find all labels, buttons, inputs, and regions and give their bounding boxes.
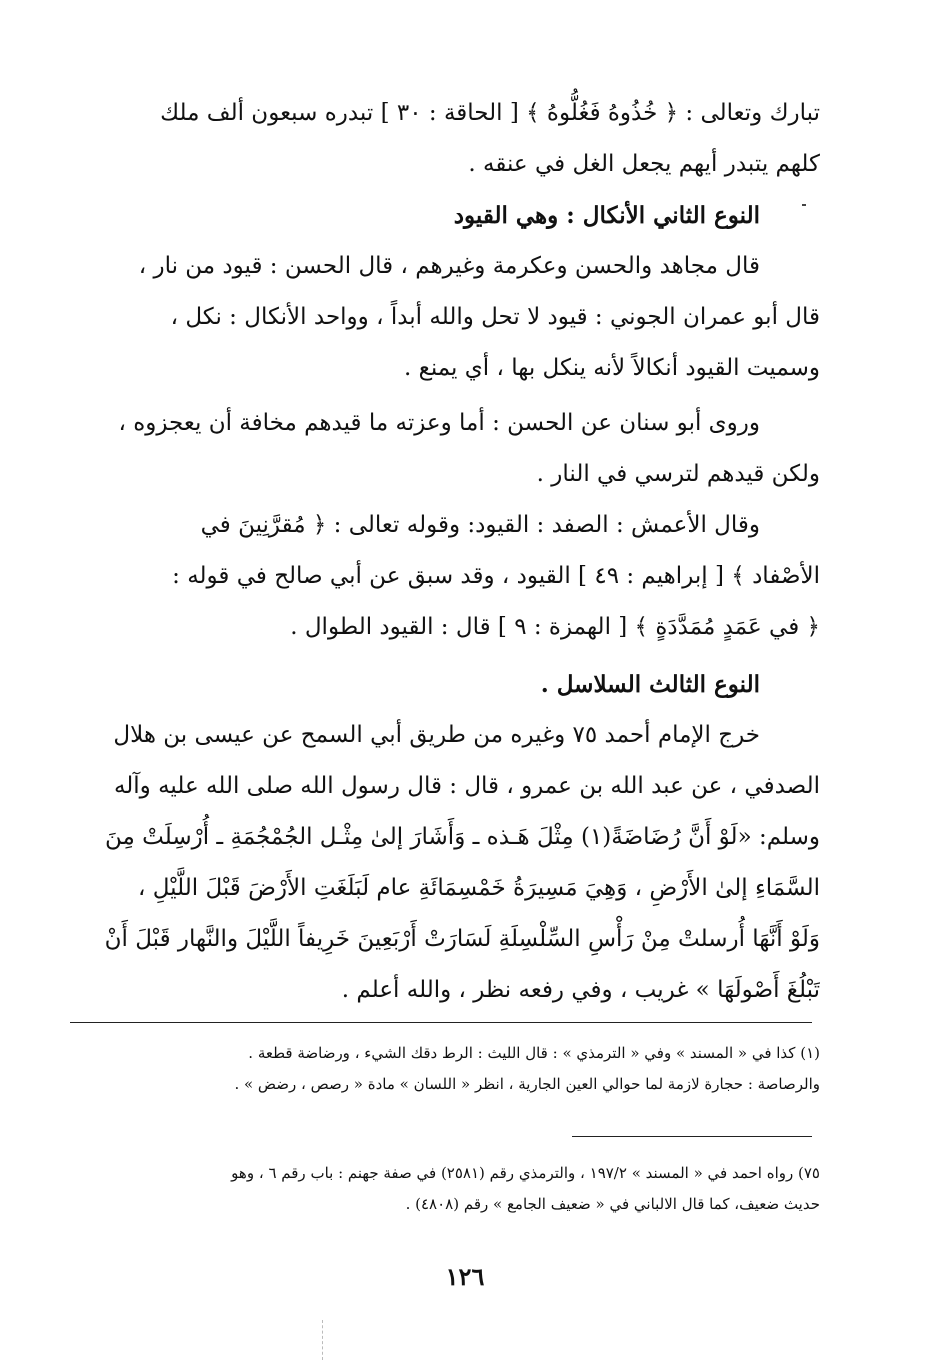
text-line: ولكن قيدهم لترسي في النار . [536, 461, 820, 487]
page-number: ١٢٦ [445, 1262, 485, 1291]
footnote-line: حديث ضعيف، كما قال الالباني في « ضعيف الجامع » رقم (٤٨٠٨) . [405, 1195, 820, 1213]
text-line: ﴿ في عَمَدٍ مُمَدَّدَةٍ ﴾ [ الهمزة : ٩ ] قال : القيود الطوال . [290, 614, 820, 640]
text-line: الصدفي ، عن عبد الله بن عمرو ، قال : قال رسول الله صلى الله عليه وآله [113, 773, 820, 799]
text-line: وروى أبو سنان عن الحسن : أما وعزته ما قيدهم مخافة أن يعجزوه ، [118, 410, 760, 436]
text-line: كلهم يتبدر أيهم يجعل الغل في عنقه . [468, 151, 820, 177]
footnote-divider-short [572, 1136, 812, 1137]
text-line: تبارك وتعالى : ﴿ خُذُوهُ فَغُلُّوهُ ﴾ [ الحاقة : ٣٠ ] تبدره سبعون ألف ملك [160, 100, 820, 126]
text-line: وسلم: «لَوْ أَنَّ رُضَاضَةً(١) مِثْلَ هَـذه ـ وَأَشَارَ إلىٰ مِثْـل الجُمْجُمَةِ ـ أُرْسِلَتْ مِنَ [105, 824, 820, 850]
section-heading: النوع الثاني الأنكال : وهي القيود [453, 202, 760, 229]
text-line: تَبْلُغَ أَصْولَهَا » غريب ، وفي رفعه نظر ، والله أعلم . [341, 977, 820, 1003]
text-line: الأصْفاد ﴾ [ إبراهيم : ٤٩ ] القيود ، وقد سبق عن أبي صالح في قوله : [172, 563, 820, 589]
text-line: قال أبو عمران الجوني : قيود لا تحل والله أبداً ، وواحد الأنكال : نكل ، [170, 304, 820, 330]
text-line: السَّمَاءِ إلىٰ الأَرْضِ ، وَهِيَ مَسِيرَةُ خَمْسِمَائَةِ عام لَبَلَغَتِ الأَرْضَ قَبْلَ اللَّيْلِ ، [138, 875, 820, 901]
footnote-line: (١) كذا في « المسند » وفي « الترمذي » : قال الليث : الرط دقك الشيء ، ورضاضة قطعة . [248, 1044, 820, 1062]
footnote-divider [70, 1022, 812, 1023]
text-line: وَلَوْ أَنَّهَا أُرسلتْ مِنْ رَأْسِ السِّلْسِلَةِ لَسَارَتْ أَرْبَعِينَ خَرِيفاً اللَّيْلَ والنَّهار قَبْلَ أَنْ [104, 926, 820, 952]
text-line: وقال الأعمش : الصفد : القيود: وقوله تعالى : ﴿ مُقرَّنِينَ في [200, 512, 760, 538]
text-line: قال مجاهد والحسن وعكرمة وغيرهم ، قال الحسن : قيود من نار ، [138, 253, 760, 279]
footnote-line: ٧٥) رواه احمد في « المسند » ١٩٧/٢ ، والترمذي رقم (٢٥٨١) في صفة جهنم : باب رقم ٦ ، وهو [231, 1164, 820, 1182]
footnotes-reference [70, 1158, 820, 1220]
section-heading: النوع الثالث السلاسل . [540, 671, 760, 698]
footnote-line: والرصاصة : حجارة لازمة لما حوالي العين الجارية ، انظر « اللسان » مادة « رصص ، رضض » . [234, 1075, 820, 1093]
text-line: خرج الإمام أحمد ٧٥ وغيره من طريق أبي السمح عن عيسى بن هلال [113, 722, 760, 748]
main-text [70, 88, 820, 1016]
scan-margin-mark [322, 1320, 324, 1360]
footnotes-editor [70, 1038, 820, 1100]
text-line: وسميت القيود أنكالاً لأنه ينكل بها ، أي يمنع . [403, 355, 820, 381]
